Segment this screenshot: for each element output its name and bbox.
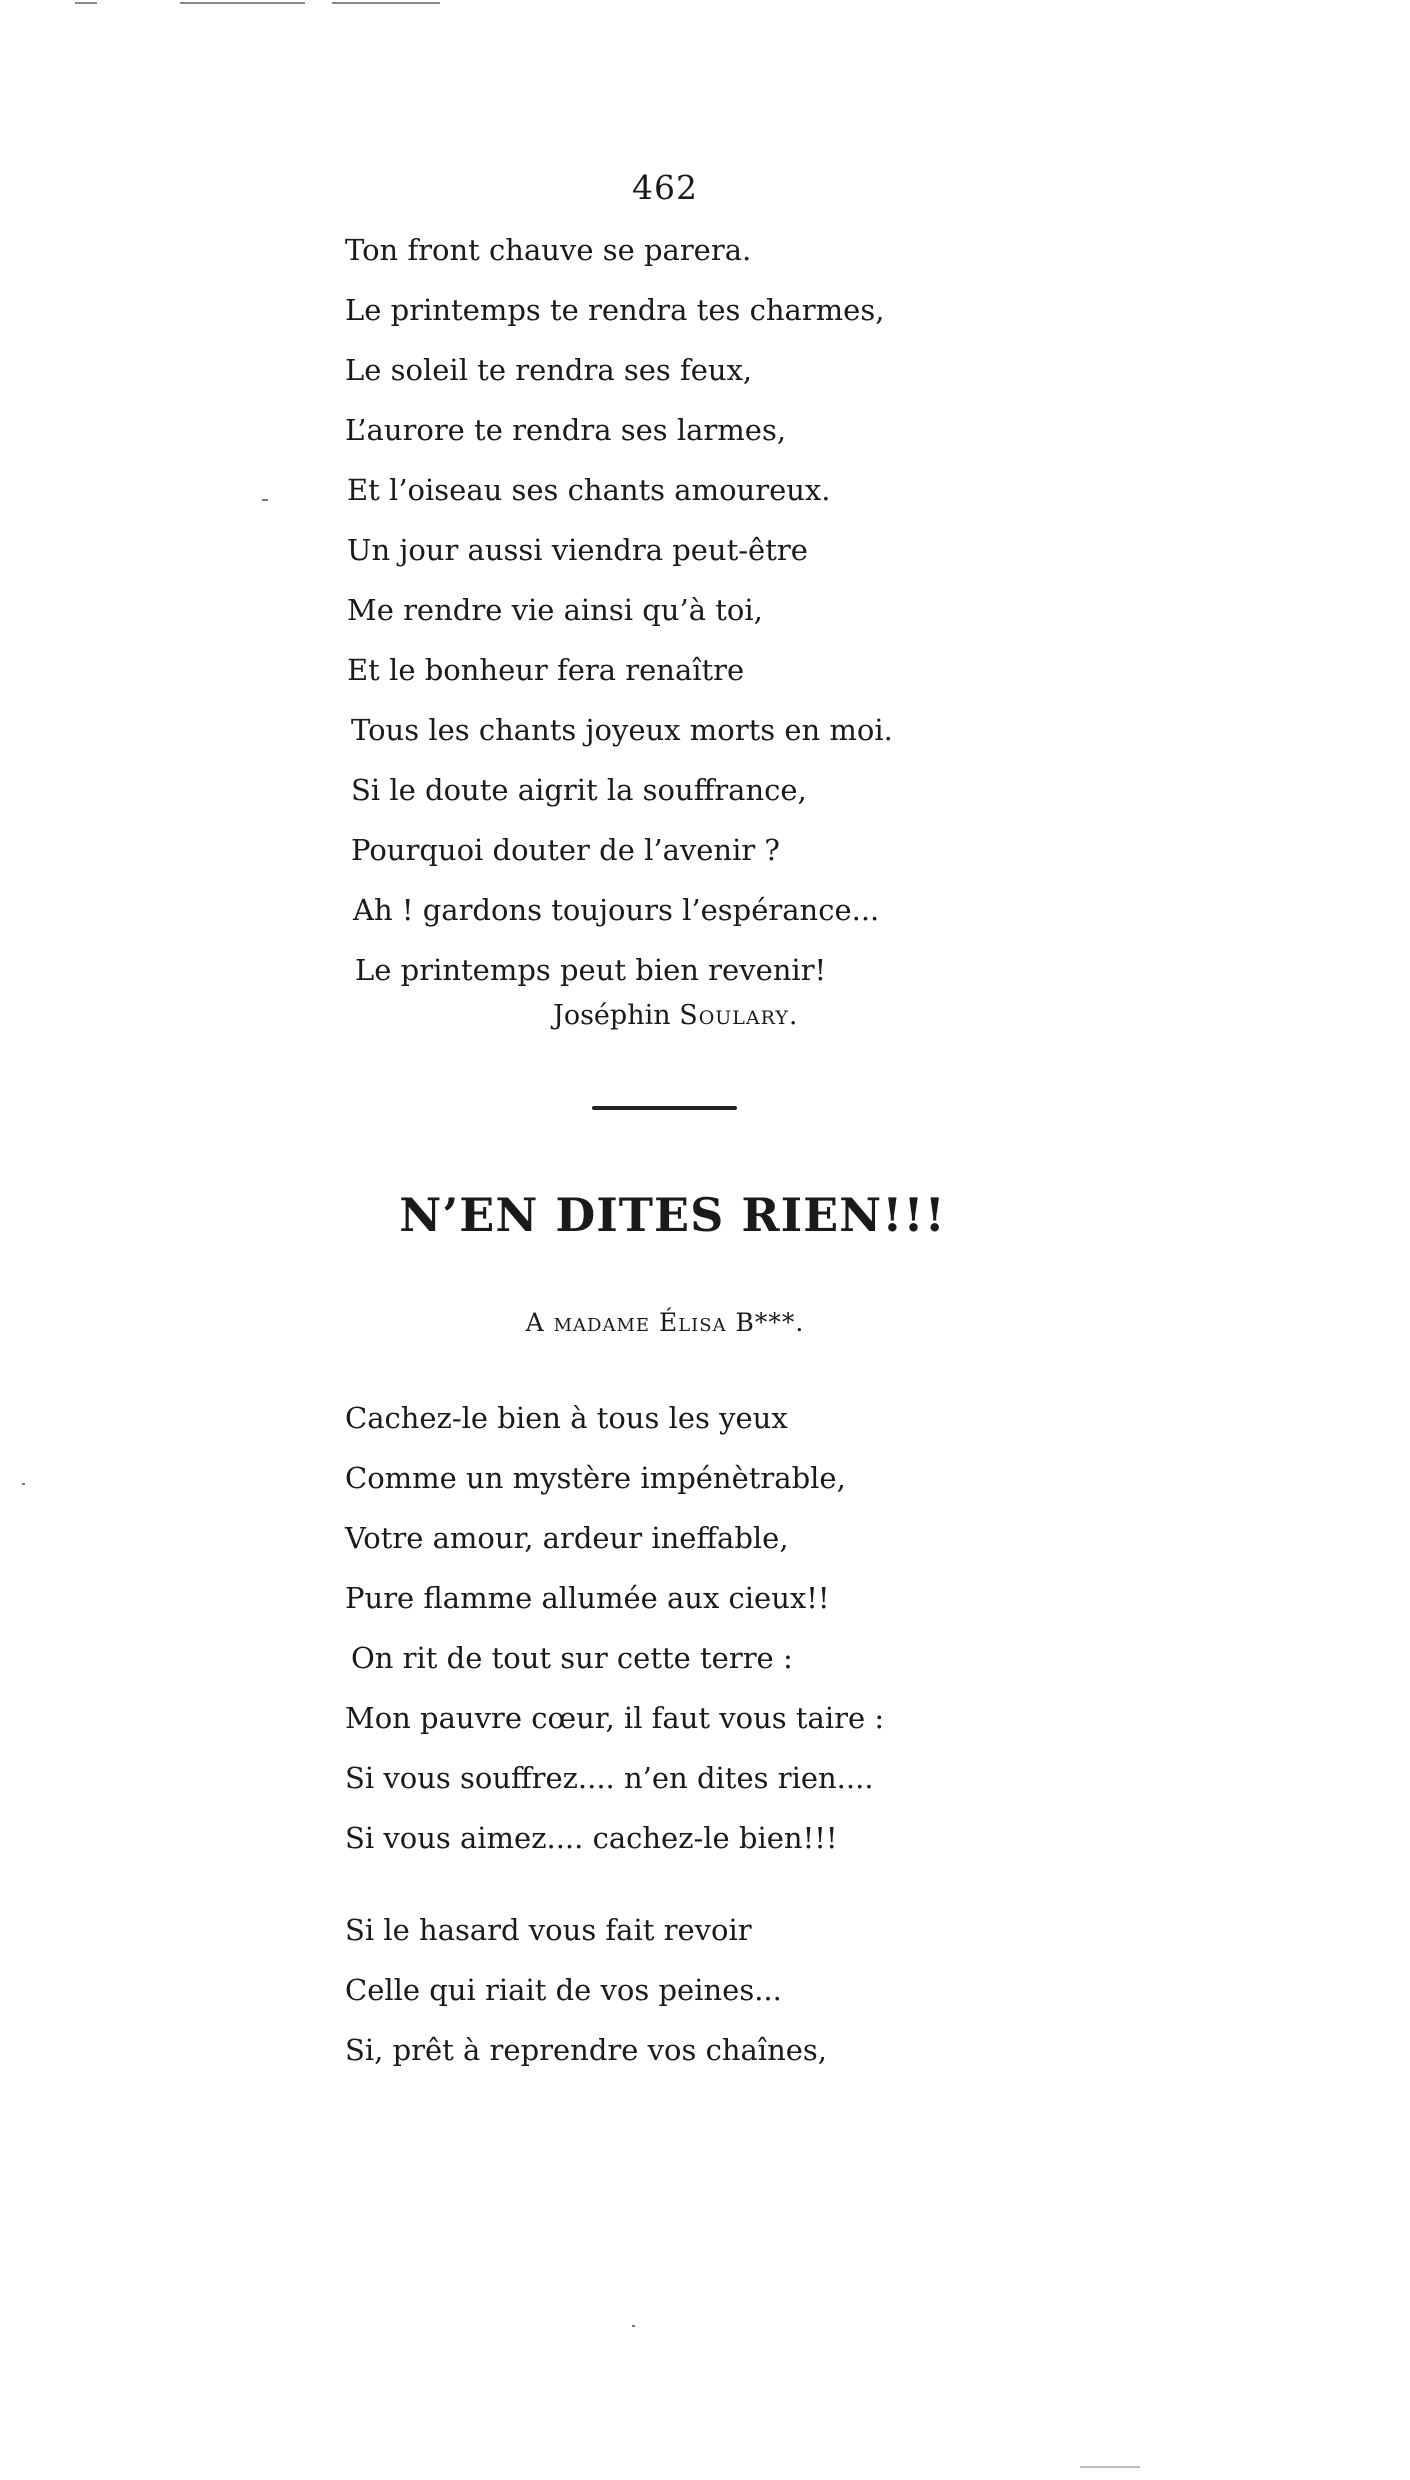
verse-line: Pourquoi douter de l’avenir ? [351, 833, 780, 867]
verse-line: Votre amour, ardeur ineffable, [345, 1521, 789, 1555]
scan-speck [1080, 2466, 1140, 2468]
author-first-name: Joséphin [553, 1000, 671, 1031]
author-signature [553, 1000, 799, 1031]
scan-mark [332, 2, 440, 4]
verse-line: Et l’oiseau ses chants amoureux. [347, 473, 831, 507]
verse-line: On rit de tout sur cette terre : [351, 1641, 793, 1675]
section-divider [592, 1106, 737, 1110]
verse-line: Cachez-le bien à tous les yeux [345, 1401, 788, 1435]
verse-line: Le printemps peut bien revenir! [355, 953, 827, 987]
verse-line: Si, prêt à reprendre vos chaînes, [345, 2033, 828, 2067]
poem-stanza-2 [345, 1900, 827, 2080]
verse-line: Si le doute aigrit la souffrance, [351, 773, 807, 807]
verse-line: Ton front chauve se parera. [345, 233, 752, 267]
poem-stanza-1 [345, 1388, 884, 1868]
verse-line: Comme un mystère impénètrable, [345, 1461, 846, 1495]
verse-line: Me rendre vie ainsi qu’à toi, [347, 593, 763, 627]
poem-title: N’EN DITES RIEN!!! [399, 1188, 946, 1242]
verse-line: Si le hasard vous fait revoir [345, 1913, 752, 1947]
scan-mark [75, 2, 97, 4]
continued-poem-lines [345, 220, 893, 1000]
verse-line: L’aurore te rendra ses larmes, [345, 413, 787, 447]
verse-line: Pure flamme allumée aux cieux!! [345, 1581, 830, 1615]
verse-line: Si vous aimez.... cachez-le bien!!! [345, 1821, 838, 1855]
verse-line: Le printemps te rendra tes charmes, [345, 293, 885, 327]
verse-line: Mon pauvre cœur, il faut vous taire : [345, 1701, 885, 1735]
verse-line: Ah ! gardons toujours l’espérance... [353, 893, 880, 927]
verse-line: Celle qui riait de vos peines... [345, 1973, 782, 2007]
verse-line: Le soleil te rendra ses feux, [345, 353, 753, 387]
scan-speck [22, 1483, 25, 1485]
scan-speck [632, 2325, 635, 2327]
scan-speck [262, 499, 268, 501]
verse-line: Et le bonheur fera renaître [347, 653, 745, 687]
verse-line: Un jour aussi viendra peut-être [347, 533, 808, 567]
verse-line: Tous les chants joyeux morts en moi. [351, 713, 893, 747]
scan-mark [180, 2, 305, 4]
verse-line: Si vous souffrez.... n’en dites rien.... [345, 1761, 874, 1795]
poem-dedication: A madame Élisa B***. [525, 1308, 805, 1337]
page-number: 462 [632, 168, 698, 207]
author-last-name: Soulary. [679, 1000, 799, 1031]
